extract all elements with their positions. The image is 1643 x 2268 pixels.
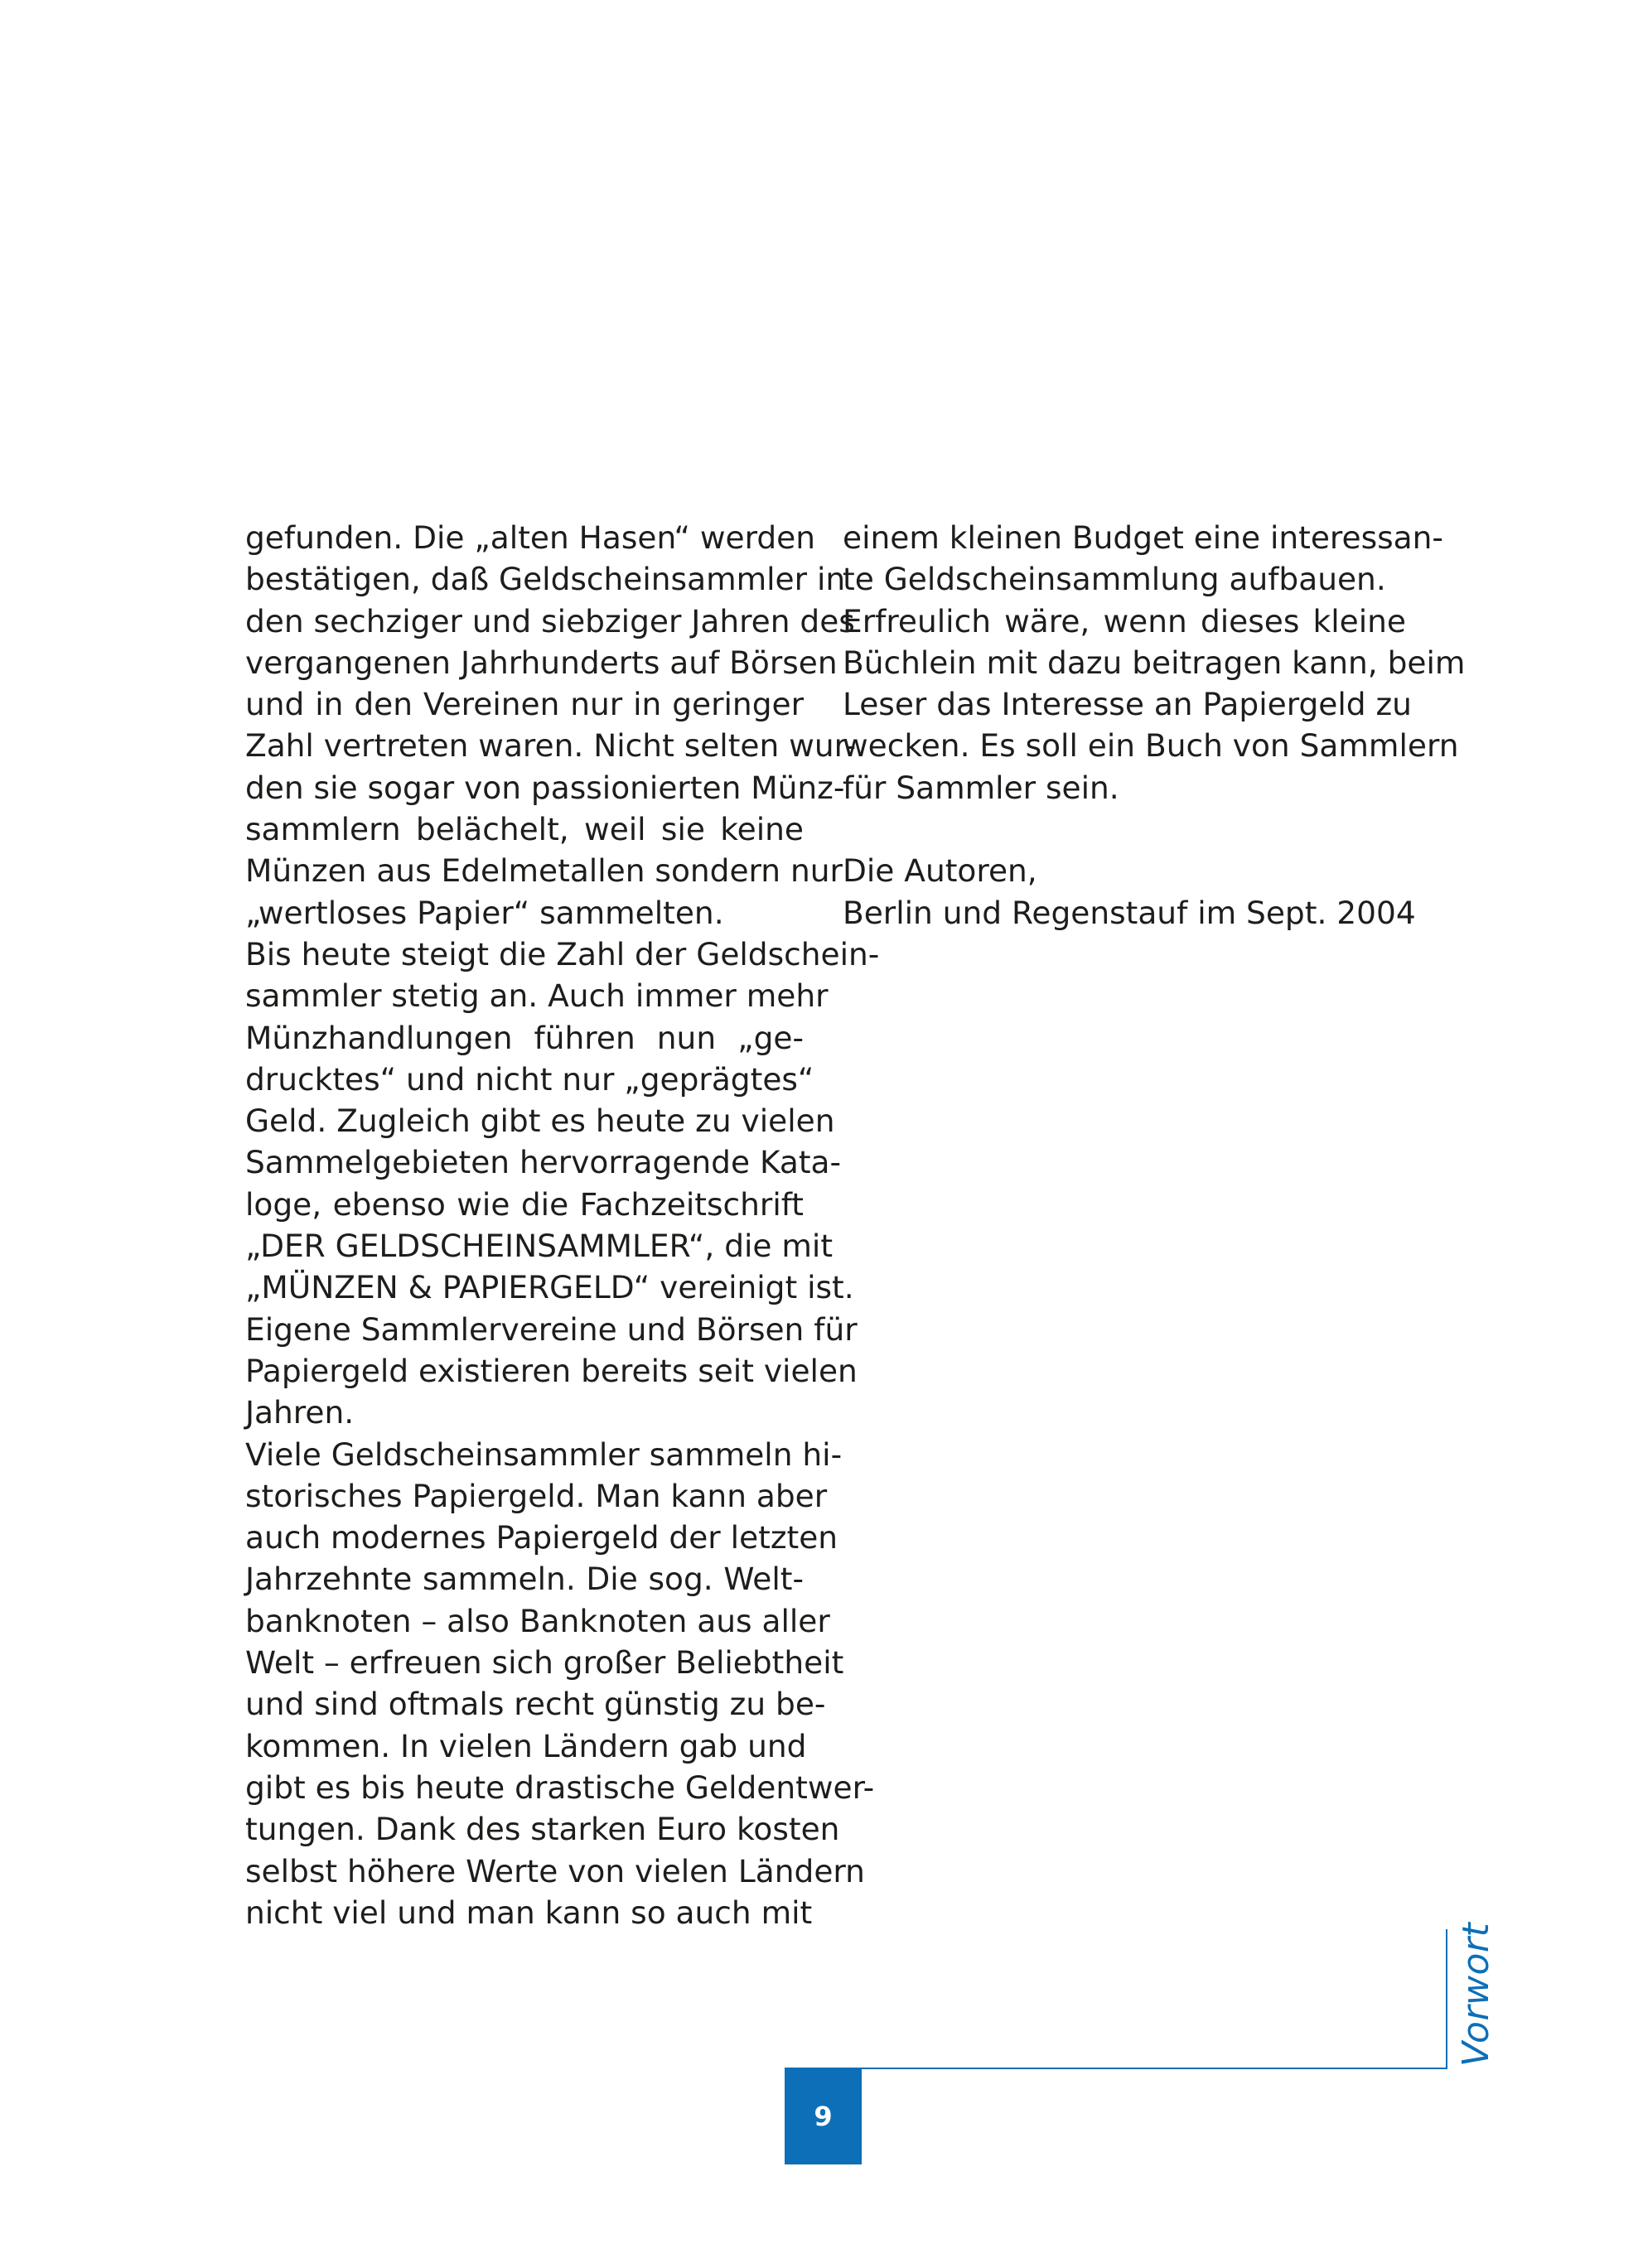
text-line: Bis heute steigt die Zahl der Geldschein- bbox=[245, 935, 880, 972]
text-line: Münzhandlungen führen nun „ge- bbox=[245, 1019, 804, 1056]
text-line: Welt – erfreuen sich großer Beliebtheit bbox=[245, 1644, 844, 1682]
text-line: „DER GELDSCHEINSAMMLER“, die mit bbox=[245, 1228, 834, 1265]
signature-line: Die Autoren, bbox=[843, 852, 1037, 890]
text-line: Leser das Interesse an Papiergeld zu bbox=[843, 686, 1412, 723]
text-line: kommen. In vielen Ländern gab und bbox=[245, 1727, 807, 1764]
text-line: Münzen aus Edelmetallen sondern nur bbox=[245, 852, 843, 890]
text-line: und in den Vereinen nur in geringer bbox=[245, 686, 804, 723]
left-text-column bbox=[245, 517, 880, 1933]
text-line: wecken. Es soll ein Buch von Sammlern bbox=[843, 727, 1459, 765]
text-line: selbst höhere Werte von vielen Ländern bbox=[245, 1852, 865, 1889]
text-line: Eigene Sammlervereine und Börsen für bbox=[245, 1310, 858, 1348]
text-line: Papiergeld existieren bereits seit vielen bbox=[245, 1352, 858, 1389]
right-text-column bbox=[843, 517, 1466, 934]
text-line: Zahl vertreten waren. Nicht selten wur- bbox=[245, 727, 857, 765]
text-line: sammlern belächelt, weil sie keine bbox=[245, 811, 804, 848]
text-line: Jahrzehnte sammeln. Die sog. Welt- bbox=[245, 1561, 804, 1598]
text-line: den sie sogar von passionierten Münz- bbox=[245, 769, 845, 806]
text-line: vergangenen Jahrhunderts auf Börsen bbox=[245, 644, 838, 681]
footer-rule bbox=[859, 2068, 1447, 2069]
text-line: loge, ebenso wie die Fachzeitschrift bbox=[245, 1185, 804, 1223]
text-line: nicht viel und man kann so auch mit bbox=[245, 1894, 813, 1931]
text-line: gibt es bis heute drastische Geldentwer- bbox=[245, 1769, 875, 1806]
text-line: „MÜNZEN & PAPIERGELD“ vereinigt ist. bbox=[245, 1269, 854, 1306]
page-number-box bbox=[785, 2068, 862, 2164]
text-line: Geld. Zugleich gibt es heute zu vielen bbox=[245, 1103, 835, 1140]
text-line: für Sammler sein. bbox=[843, 769, 1119, 806]
text-line: „wertloses Papier“ sammelten. bbox=[245, 894, 724, 931]
text-line: den sechziger und siebziger Jahren des bbox=[245, 602, 855, 639]
text-line: Jahren. bbox=[245, 1394, 355, 1431]
text-line: Viele Geldscheinsammler sammeln hi- bbox=[245, 1436, 843, 1473]
section-divider bbox=[1446, 1929, 1447, 2069]
paragraph-gap bbox=[843, 808, 1406, 850]
text-line: gefunden. Die „alten Hasen“ werden bbox=[245, 519, 815, 556]
text-line: storisches Papiergeld. Man kann aber bbox=[245, 1477, 828, 1514]
page-number: 9 bbox=[814, 2100, 833, 2132]
text-line: sammler stetig an. Auch immer mehr bbox=[245, 977, 829, 1015]
text-line: bestätigen, daß Geldscheinsammler in bbox=[245, 561, 846, 598]
text-line: Büchlein mit dazu beitragen kann, beim bbox=[843, 644, 1466, 681]
text-line: einem kleinen Budget eine interessan- bbox=[843, 519, 1443, 556]
text-line: Sammelgebieten hervorragende Kata- bbox=[245, 1144, 842, 1181]
text-line: und sind oftmals recht günstig zu be- bbox=[245, 1686, 826, 1723]
text-line: Erfreulich wäre, wenn dieses kleine bbox=[843, 602, 1406, 639]
text-line: tungen. Dank des starken Euro kosten bbox=[245, 1811, 840, 1848]
text-line: auch modernes Papiergeld der letzten bbox=[245, 1519, 838, 1556]
section-label: Vorwort bbox=[1455, 1922, 1497, 2067]
text-line: te Geldscheinsammlung aufbauen. bbox=[843, 561, 1386, 598]
signature-line: Berlin und Regenstauf im Sept. 2004 bbox=[843, 894, 1416, 931]
text-line: banknoten – also Banknoten aus aller bbox=[245, 1602, 830, 1639]
text-line: drucktes“ und nicht nur „geprägtes“ bbox=[245, 1060, 814, 1098]
